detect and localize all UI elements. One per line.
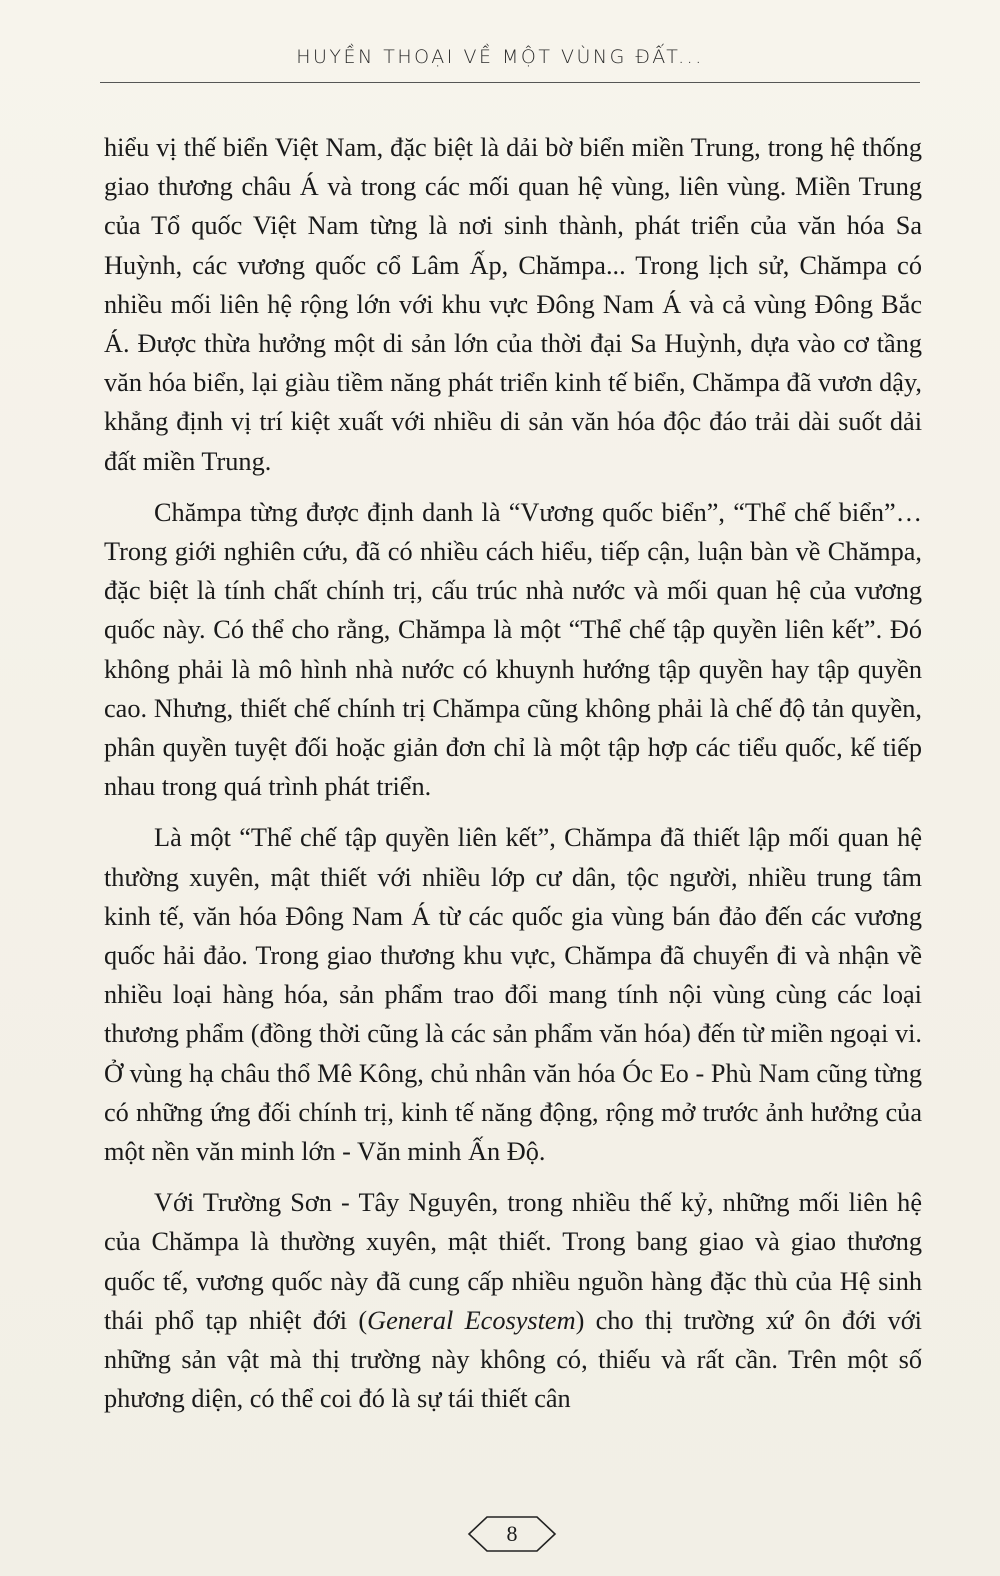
page-number: 8	[506, 1521, 518, 1546]
paragraph-3: Là một “Thể chế tập quyền liên kết”, Chămpa đã thiết lập mối quan hệ thường xuyên, mật thiết với nhiều lớp cư dân, tộc người, nhiều trung tâm kinh tế, văn hóa Đông Nam Á từ các quốc gia vùng bán đảo đến các vương quốc hải đảo. Trong giao thương khu vực, Chămpa đã chuyển đi và nhận về nhiều loại hàng hóa, sản phẩm trao đổi mang tính nội vùng cùng các loại thương phẩm (đồng thời cũng là các sản phẩm văn hóa) đến từ miền ngoại vi. Ở vùng hạ châu thổ Mê Kông, chủ nhân văn hóa Óc Eo - Phù Nam cũng từng có những ứng đối chính trị, kinh tế năng động, rộng mở trước ảnh hưởng của một nền văn minh lớn - Văn minh Ấn Độ.	[104, 823, 922, 1167]
italic-term: General Ecosystem	[367, 1305, 576, 1335]
running-header: HUYỀN THOẠI VỀ MỘT VÙNG ĐẤT...	[296, 46, 704, 68]
header-rule	[100, 82, 920, 83]
paragraph-4-part-1: Với Trường Sơn - Tây Nguyên, trong nhiều thế kỷ, những mối liên hệ của Chămpa là thường xuyên, mật thiết. Trong bang giao và giao thương quốc tế, vương quốc này đã cung cấp nhiều nguồn hàng đặc thù của Hệ sinh thái phổ tạp nhiệt đới (	[104, 1188, 922, 1335]
page-number-badge	[467, 1515, 557, 1553]
body-text	[104, 128, 922, 1431]
paragraph-1: hiểu vị thế biển Việt Nam, đặc biệt là dải bờ biển miền Trung, trong hệ thống giao thương châu Á và trong các mối quan hệ vùng, liên vùng. Miền Trung của Tổ quốc Việt Nam từng là nơi sinh thành, phát triển của văn hóa Sa Huỳnh, các vương quốc cổ Lâm Ấp, Chămpa... Trong lịch sử, Chămpa có nhiều mối liên hệ rộng lớn với khu vực Đông Nam Á và cả vùng Đông Bắc Á. Được thừa hưởng một di sản lớn của thời đại Sa Huỳnh, dựa vào cơ tầng văn hóa biển, lại giàu tiềm năng phát triển kinh tế biển, Chămpa đã vươn dậy, khẳng định vị trí kiệt xuất với nhiều di sản văn hóa độc đáo trải dài suốt dải đất miền Trung.	[104, 133, 922, 476]
paragraph-4	[104, 1183, 922, 1418]
paragraph-2: Chămpa từng được định danh là “Vương quốc biển”, “Thể chế biển”… Trong giới nghiên cứu, đã có nhiều cách hiểu, tiếp cận, luận bàn về Chămpa, đặc biệt là tính chất chính trị, cấu trúc nhà nước và mối quan hệ của vương quốc này. Có thể cho rằng, Chămpa là một “Thể chế tập quyền liên kết”. Đó không phải là mô hình nhà nước có khuynh hướng tập quyền hay tập quyền cao. Nhưng, thiết chế chính trị Chămpa cũng không phải là chế độ tản quyền, phân quyền tuyệt đối hoặc giản đơn chỉ là một tập hợp các tiểu quốc, kế tiếp nhau trong quá trình phát triển.	[104, 497, 922, 802]
paragraph-4-part-2: ) cho thị trường xứ ôn đới với những sản vật mà thị trường này không có, thiếu và rất cần. Trên một số phương diện, có thể coi đó là sự tái thiết cân	[104, 1305, 922, 1414]
